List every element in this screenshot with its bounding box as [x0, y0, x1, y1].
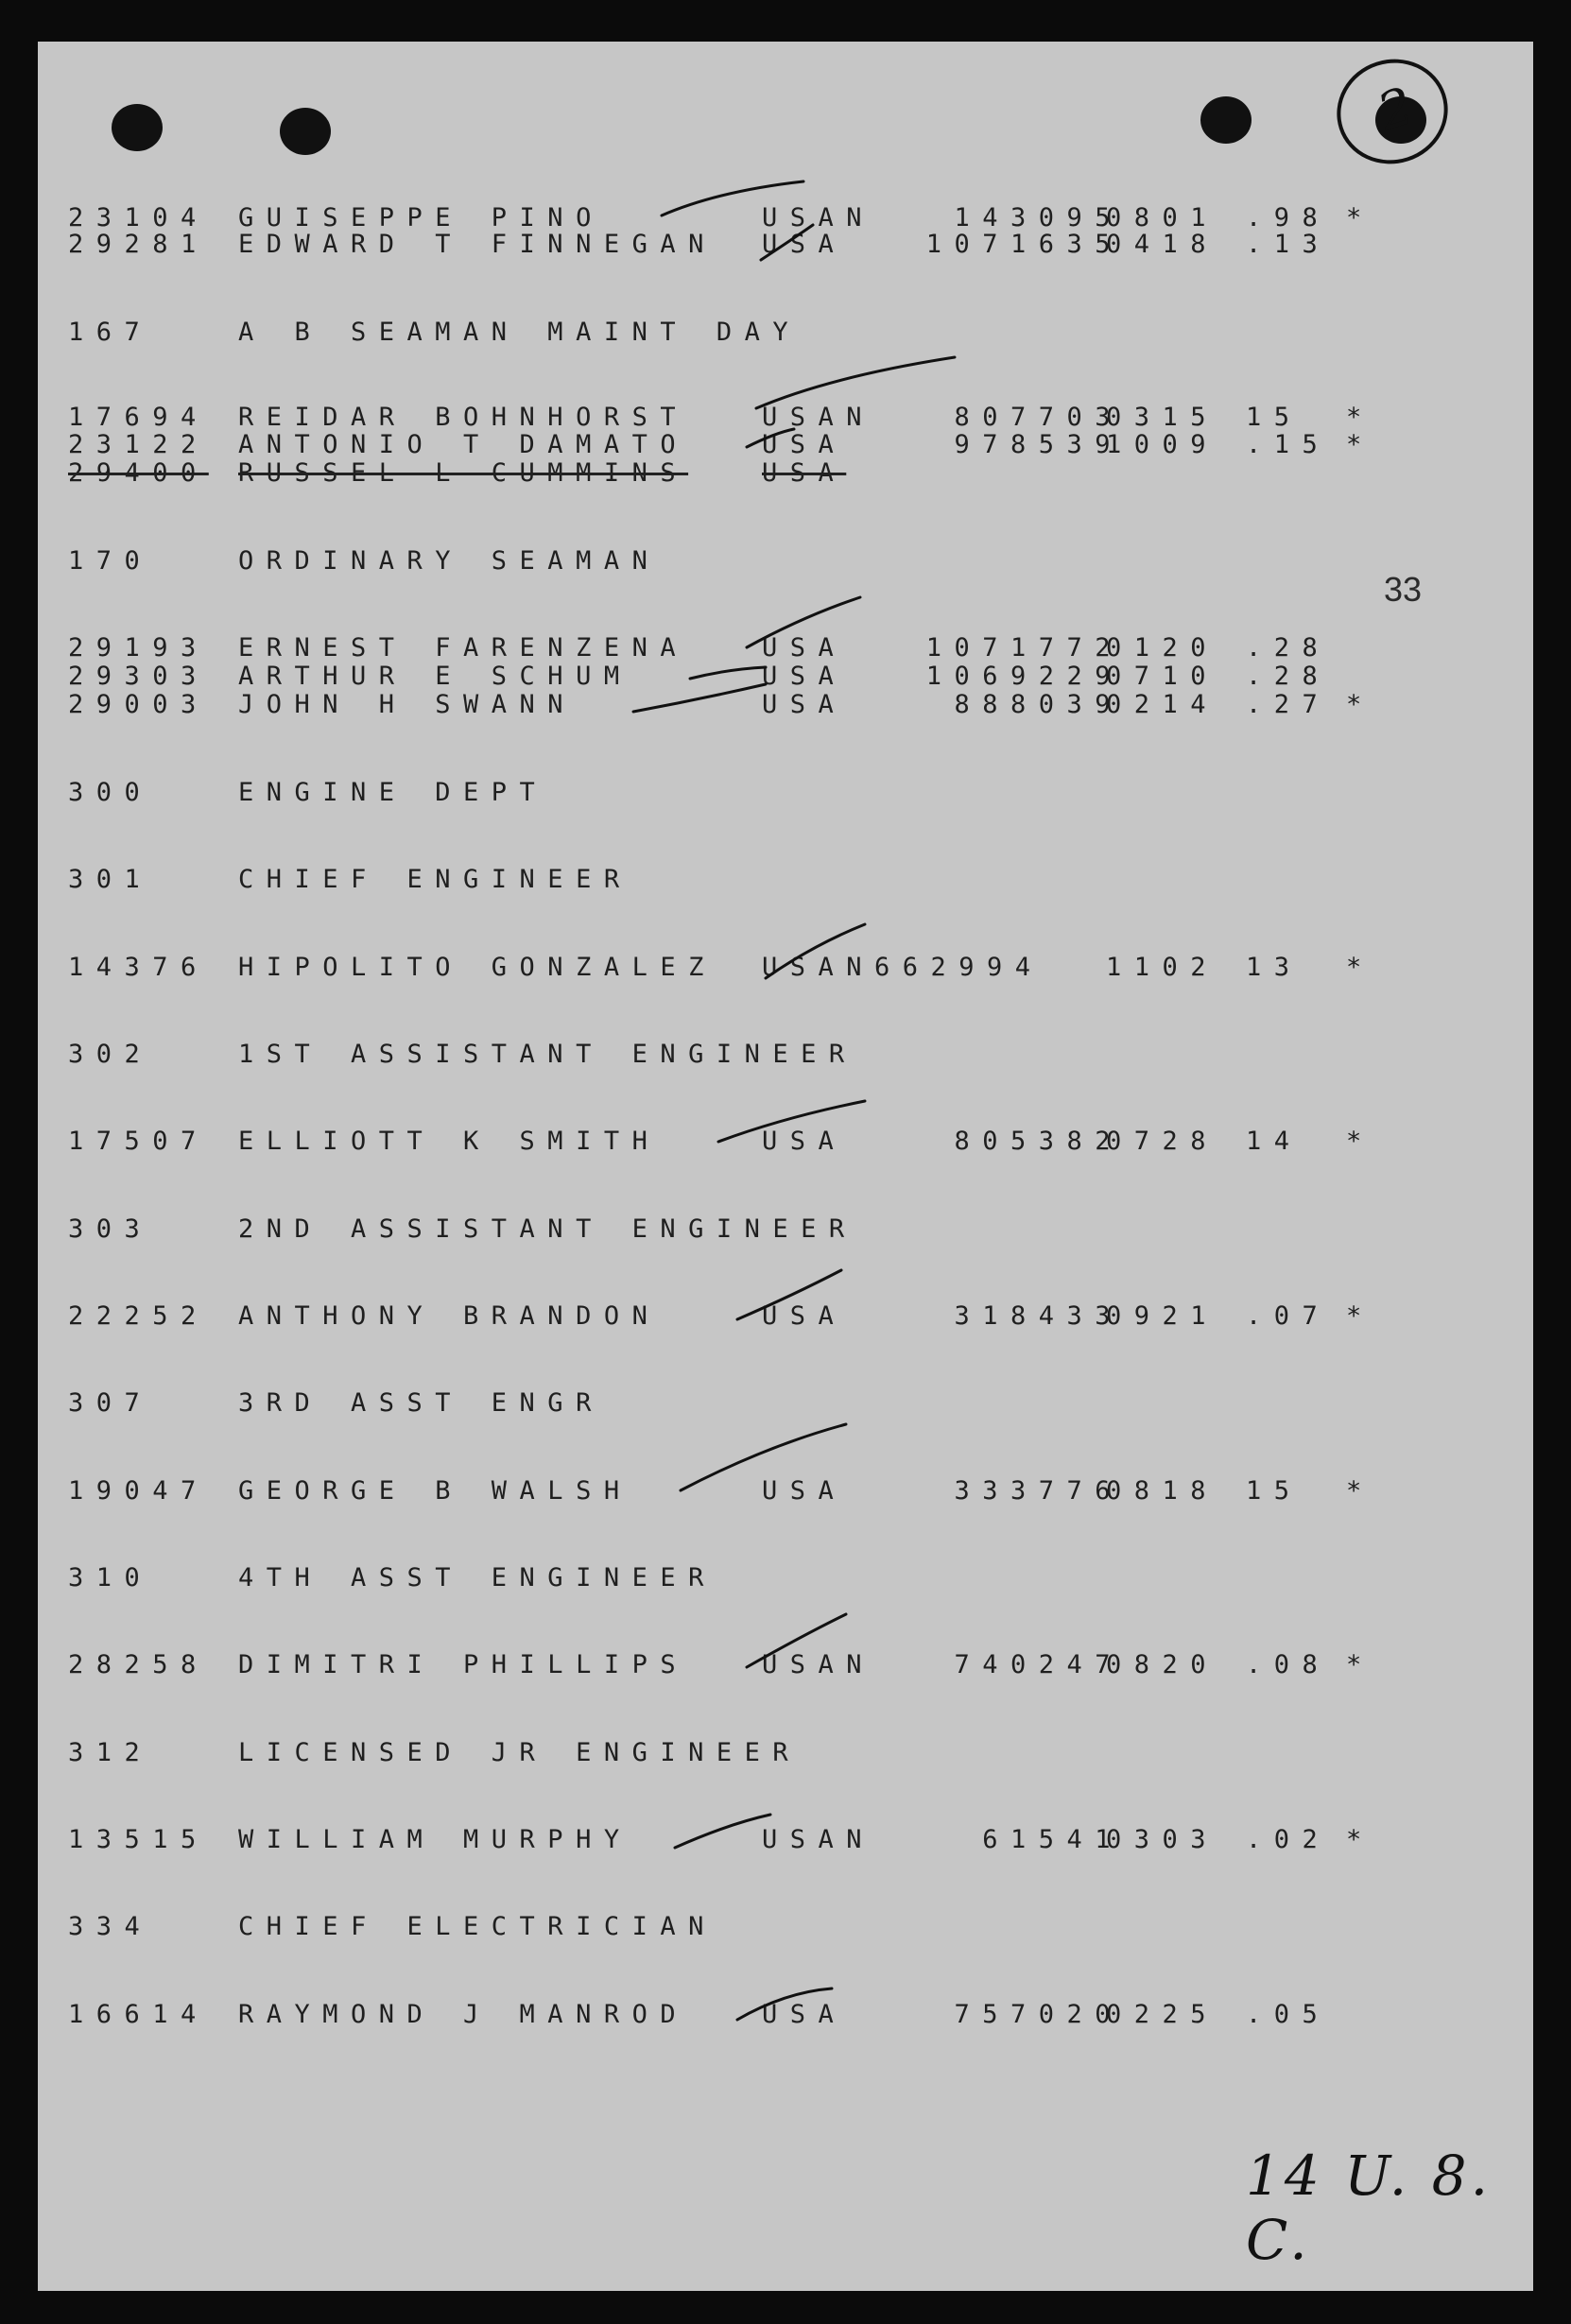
document-number: 143095	[954, 203, 1123, 232]
crew-number: 17507	[68, 1127, 209, 1156]
nationality: USA	[762, 458, 847, 488]
rate-value: .02	[1246, 1825, 1331, 1854]
date-code: 1009	[1106, 430, 1219, 459]
page-mark: 2	[1371, 76, 1421, 143]
document-number: 757020	[954, 2000, 1123, 2029]
crew-number: 29281	[68, 230, 209, 259]
date-code: 0710	[1106, 662, 1219, 691]
crew-number: 13515	[68, 1825, 209, 1854]
crew-name: ELLIOTT K SMITH	[238, 1127, 661, 1156]
nationality: USAN	[762, 1825, 875, 1854]
pen-tick	[690, 667, 766, 679]
crew-number: 29303	[68, 662, 209, 691]
pen-tick	[662, 181, 803, 215]
document-number: 1069229	[925, 662, 1123, 691]
position-title: ORDINARY SEAMAN	[238, 546, 661, 576]
position-code: 300	[68, 778, 153, 807]
crew-name: JOHN H SWANN	[238, 690, 577, 719]
flag-mark: *	[1346, 1650, 1374, 1679]
rate-value: .07	[1246, 1301, 1331, 1331]
pen-tick	[718, 1101, 865, 1142]
crew-number: 28258	[68, 1650, 209, 1679]
pen-tick	[756, 357, 955, 408]
date-code: 0818	[1106, 1476, 1219, 1506]
rate-value: .28	[1246, 662, 1331, 691]
date-code: 1102	[1106, 953, 1219, 982]
pen-tick	[761, 225, 813, 260]
date-code: 0820	[1106, 1650, 1219, 1679]
margin-page-number: 33	[1384, 570, 1423, 609]
flag-mark: *	[1346, 1127, 1374, 1156]
position-code: 334	[68, 1912, 153, 1941]
rate-value: 15	[1246, 403, 1303, 432]
document-number: 888039	[954, 690, 1123, 719]
crew-name: ANTHONY BRANDON	[238, 1301, 661, 1331]
nationality: USA	[762, 1127, 847, 1156]
flag-mark: *	[1346, 203, 1374, 232]
rate-value: 14	[1246, 1127, 1303, 1156]
date-code: 0120	[1106, 633, 1219, 663]
date-code: 0921	[1106, 1301, 1219, 1331]
document-number: 807703	[954, 403, 1123, 432]
crew-name: GEORGE B WALSH	[238, 1476, 632, 1506]
crew-name: ARTHUR E SCHUM	[238, 662, 632, 691]
position-title: CHIEF ENGINEER	[238, 865, 632, 894]
nationality: USA	[762, 662, 847, 691]
document-number: 318433	[954, 1301, 1123, 1331]
crew-name: EDWARD T FINNEGAN	[238, 230, 716, 259]
rate-value: .05	[1246, 2000, 1331, 2029]
position-code: 312	[68, 1738, 153, 1767]
rate-value: .15	[1246, 430, 1331, 459]
position-title: 4TH ASST ENGINEER	[238, 1563, 716, 1592]
flag-mark: *	[1346, 403, 1374, 432]
rate-value: .13	[1246, 230, 1331, 259]
crew-name: ANTONIO T DAMATO	[238, 430, 689, 459]
crew-number: 22252	[68, 1301, 209, 1331]
document-number: 1071772	[925, 633, 1123, 663]
nationality: USAN	[762, 1650, 875, 1679]
crew-number: 19047	[68, 1476, 209, 1506]
crew-number: 23122	[68, 430, 209, 459]
nationality: USA	[762, 690, 847, 719]
position-code: 301	[68, 865, 153, 894]
crew-name: GUISEPPE PINO	[238, 203, 604, 232]
pen-tick	[675, 1815, 770, 1848]
date-code: 0225	[1106, 2000, 1219, 2029]
pen-tick	[747, 597, 860, 647]
date-code: 0315	[1106, 403, 1219, 432]
nationality: USA	[762, 633, 847, 663]
date-code: 0214	[1106, 690, 1219, 719]
position-title: ENGINE DEPT	[238, 778, 548, 807]
pen-tick	[766, 924, 865, 978]
crew-name: DIMITRI PHILLIPS	[238, 1650, 689, 1679]
position-code: 303	[68, 1214, 153, 1244]
pen-tick	[747, 429, 794, 447]
pen-tick	[737, 1270, 841, 1319]
position-title: CHIEF ELECTRICIAN	[238, 1912, 716, 1941]
nationality: USA	[762, 430, 847, 459]
date-code: 0303	[1106, 1825, 1219, 1854]
flag-mark: *	[1346, 1825, 1374, 1854]
rate-value: 13	[1246, 953, 1303, 982]
document-number: 740247	[954, 1650, 1123, 1679]
document-number: 1071635	[925, 230, 1123, 259]
crew-name: WILLIAM MURPHY	[238, 1825, 632, 1854]
crew-name: RAYMOND J MANROD	[238, 2000, 689, 2029]
position-code: 307	[68, 1388, 153, 1418]
position-title: 3RD ASST ENGR	[238, 1388, 604, 1418]
crew-number: 29193	[68, 633, 209, 663]
crew-name: ERNEST FARENZENA	[238, 633, 689, 663]
flag-mark: *	[1346, 1476, 1374, 1506]
date-code: 0728	[1106, 1127, 1219, 1156]
crew-number: 14376	[68, 953, 209, 982]
rate-value: .08	[1246, 1650, 1331, 1679]
nationality: USA	[762, 230, 847, 259]
flag-mark: *	[1346, 1301, 1374, 1331]
position-title: 1ST ASSISTANT ENGINEER	[238, 1040, 857, 1069]
crew-number: 17694	[68, 403, 209, 432]
date-code: 0801	[1106, 203, 1219, 232]
position-title: A B SEAMAN MAINT DAY	[238, 318, 802, 347]
rate-value: 15	[1246, 1476, 1303, 1506]
crew-name: RUSSEL L CUMMINS	[238, 458, 689, 488]
crew-number: 29003	[68, 690, 209, 719]
handwritten-note: 14 U. 8. C.	[1246, 2143, 1493, 2272]
nationality: USAN	[762, 203, 875, 232]
document-number: 61541	[982, 1825, 1123, 1854]
pen-tick	[737, 1988, 832, 2020]
flag-mark: *	[1346, 430, 1374, 459]
position-code: 170	[68, 546, 153, 576]
position-code: 310	[68, 1563, 153, 1592]
nationality: USA	[762, 1301, 847, 1331]
nationality: USAN662994	[762, 953, 1044, 982]
rate-value: .27	[1246, 690, 1331, 719]
pen-tick	[681, 1424, 846, 1490]
position-title: 2ND ASSISTANT ENGINEER	[238, 1214, 857, 1244]
date-code: 0418	[1106, 230, 1219, 259]
crew-number: 16614	[68, 2000, 209, 2029]
document-number: 805382	[954, 1127, 1123, 1156]
rate-value: .28	[1246, 633, 1331, 663]
rate-value: .98	[1246, 203, 1331, 232]
nationality: USAN	[762, 403, 875, 432]
position-code: 167	[68, 318, 153, 347]
crew-name: HIPOLITO GONZALEZ	[238, 953, 716, 982]
nationality: USA	[762, 2000, 847, 2029]
pen-tick	[747, 1614, 846, 1667]
position-title: LICENSED JR ENGINEER	[238, 1738, 802, 1767]
nationality: USA	[762, 1476, 847, 1506]
document-number: 978539	[954, 430, 1123, 459]
position-code: 302	[68, 1040, 153, 1069]
crew-number: 29400	[68, 458, 209, 488]
flag-mark: *	[1346, 690, 1374, 719]
flag-mark: *	[1346, 953, 1374, 982]
document-number: 333776	[954, 1476, 1123, 1506]
crew-number: 23104	[68, 203, 209, 232]
pen-tick	[633, 684, 766, 712]
crew-name: REIDAR BOHNHORST	[238, 403, 689, 432]
